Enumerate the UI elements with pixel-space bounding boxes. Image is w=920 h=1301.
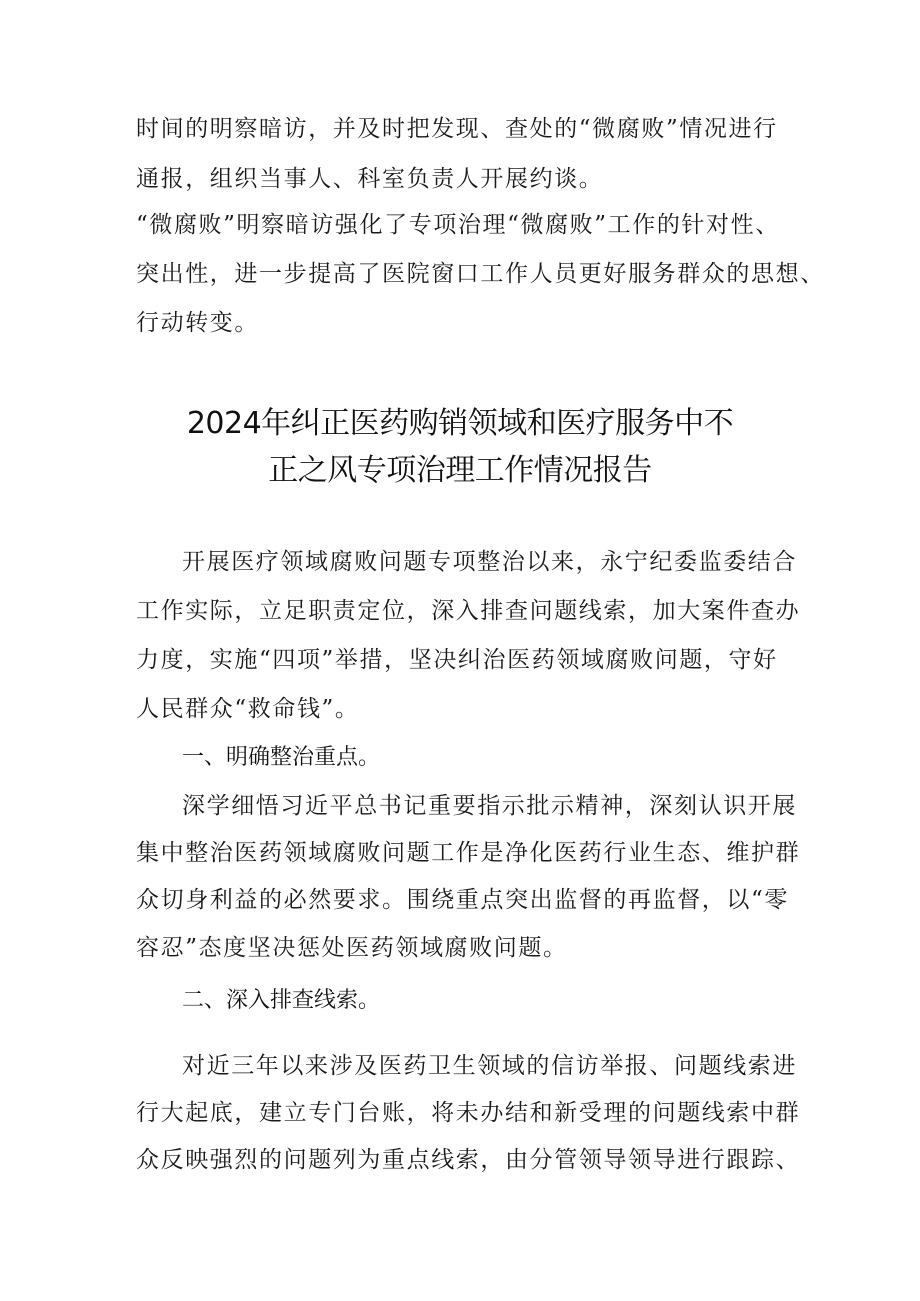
body-text-line: 行大起底，建立专门台账，将未办结和新受理的问题线索中群 [136, 1100, 801, 1126]
body-text-line: 行动转变。 [136, 310, 259, 336]
body-text-line: 工作实际，立足职责定位，深入排查问题线索，加大案件查办 [136, 598, 801, 624]
body-text-line: 突出性，进一步提高了医院窗口工作人员更好服务群众的思想、 [136, 261, 825, 287]
body-text-line: 众切身利益的必然要求。围绕重点突出监督的再监督，以“零 [136, 887, 789, 913]
body-text-line: 人民群众“救命钱”。 [136, 696, 360, 722]
report-title-line-2: 正之风专项治理工作情况报告 [268, 453, 652, 488]
body-text-line: 对近三年以来涉及医药卫生领域的信访举报、问题线索进 [182, 1053, 797, 1079]
body-text-line: 通报，组织当事人、科室负责人开展约谈。 [136, 166, 604, 192]
section-heading: 二、深入排查线索。 [182, 988, 381, 1013]
body-text-line: 开展医疗领域腐败问题专项整治以来，永宁纪委监委结合 [182, 549, 797, 575]
body-text-line: 众反映强烈的问题列为重点线索，由分管领导领导进行跟踪、 [136, 1147, 801, 1173]
body-text-line: 深学细悟习近平总书记重要指示批示精神，深刻认识开展 [182, 793, 797, 819]
body-text-line: 集中整治医药领域腐败问题工作是净化医药行业生态、维护群 [136, 840, 801, 866]
body-text-line: “微腐败”明察暗访强化了专项治理“微腐败”工作的针对性、 [136, 212, 780, 238]
report-title-line-1: 2024年纠正医药购销领域和医疗服务中不 [186, 406, 734, 441]
body-text-line: 容忍”态度坚决惩处医药领域腐败问题。 [136, 935, 568, 961]
body-text-line: 时间的明察暗访，并及时把发现、查处的“微腐败”情况进行 [136, 116, 778, 142]
section-heading: 一、明确整治重点。 [182, 745, 381, 770]
body-text-line: 力度，实施“四项”举措，坚决纠治医药领域腐败问题，守好 [136, 647, 778, 673]
